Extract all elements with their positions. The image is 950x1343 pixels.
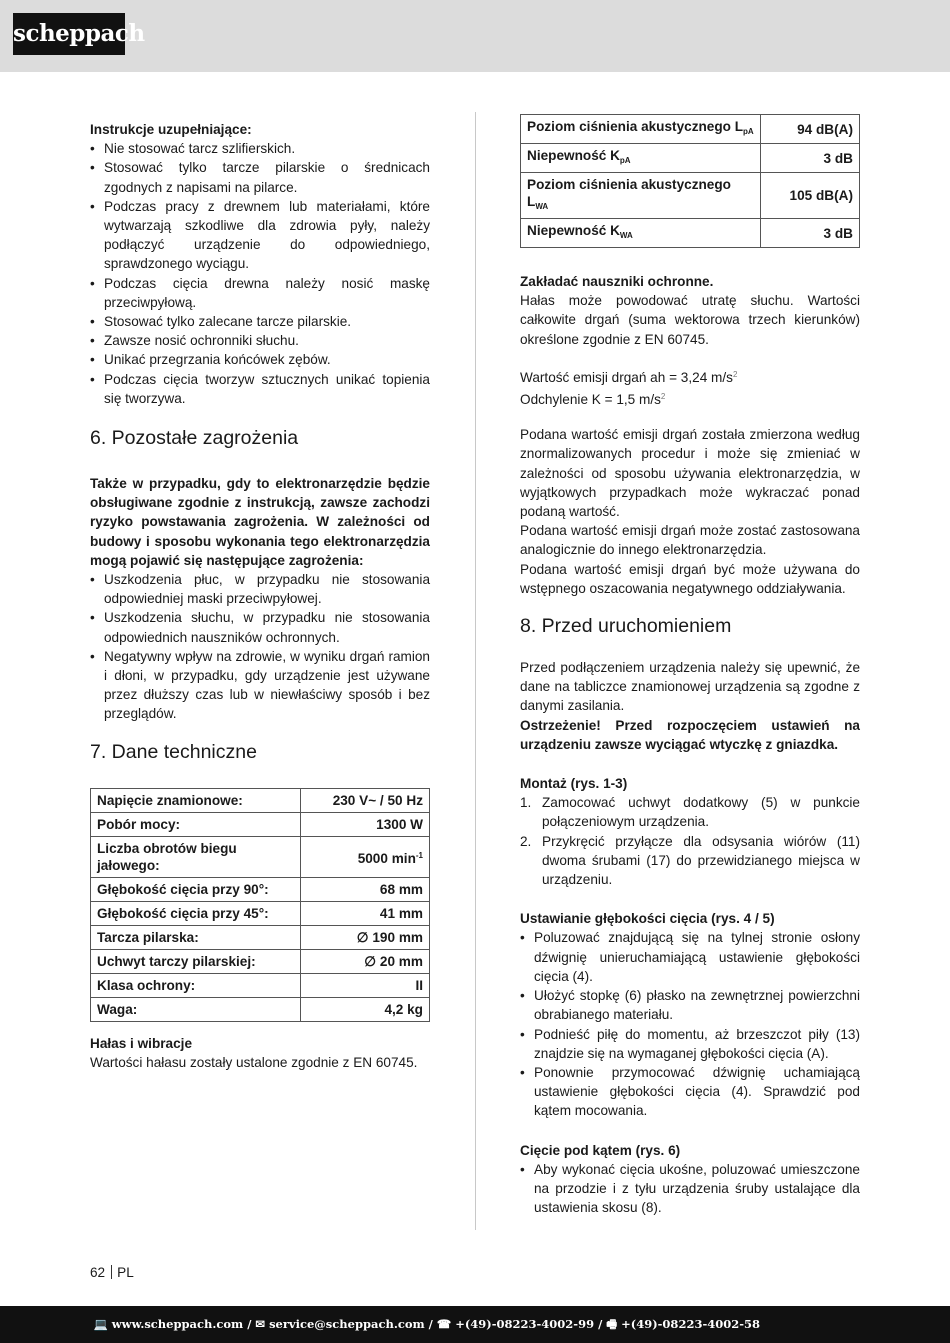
vibration-deviation-line bbox=[520, 387, 860, 409]
table-row bbox=[91, 925, 430, 949]
spec-label: Uchwyt tarczy pilarskiej: bbox=[91, 949, 301, 973]
noise-value: 94 dB(A) bbox=[761, 115, 860, 144]
list-item: • Poluzować znajdującą się na tylnej stronie osłony dźwignię unieruchamiającą ustawienie głębokości cięcia (4). bbox=[520, 928, 860, 986]
residual-risks-intro: Także w przypadku, gdy to elektronarzędzie będzie obsługiwane zgodnie z instrukcją, zawsze zachodzi ryzyko powstawania zagrożenia. W zależności od budowy i sposobu wykonania tego elektronarzędzia mogą pojawić się następujące zagrożenia: bbox=[90, 476, 430, 568]
step-number: 2. bbox=[520, 833, 532, 849]
spec-value: 4,2 kg bbox=[301, 997, 430, 1021]
list-item: • Uszkodzenia słuchu, w przypadku nie stosowania odpowiednich nauszników ochronnych. bbox=[90, 608, 430, 646]
section-heading-technical-data: 7. Dane techniczne bbox=[90, 740, 257, 763]
spec-value: 68 mm bbox=[301, 877, 430, 901]
table-row bbox=[521, 173, 860, 219]
spec-value: 230 V~ / 50 Hz bbox=[301, 788, 430, 812]
vibration-emission-line bbox=[520, 365, 860, 387]
unit-exponent: 2 bbox=[660, 392, 666, 402]
list-item bbox=[520, 793, 860, 831]
table-row bbox=[91, 997, 430, 1021]
table-row bbox=[91, 812, 430, 836]
step-text: Przykręcić przyłącze dla odsysania wiórów (11) dwoma śrubami (17) do przewidzianego miejsca w urządzeniu. bbox=[542, 833, 860, 888]
vibration-paragraph: Podana wartość emisji drgań została zmierzona według znormalizowanych procedur i może się zmieniać w zależności od sposobu używania elektronarzędzia, w wyjątkowych przypadkach może wykraczać ponad podaną wartość. bbox=[520, 427, 860, 520]
ear-protection-text: Hałas może powodować utratę słuchu. Wartości całkowite drgań (suma wektorowa trzech kierunków) określone zgodnie z EN 60745. bbox=[520, 293, 860, 347]
table-row bbox=[521, 115, 860, 144]
spec-label: Głębokość cięcia przy 45°: bbox=[91, 901, 301, 925]
angle-cut-list bbox=[520, 1160, 860, 1218]
noise-label-subscript: pA bbox=[619, 156, 631, 165]
language-code: PL bbox=[117, 1265, 134, 1280]
list-item: • Uszkodzenia płuc, w przypadku nie stosowania odpowiedniej maski przeciwpyłowej. bbox=[90, 570, 430, 608]
before-start-text: Przed podłączeniem urządzenia należy się upewnić, że dane na tabliczce znamionowej urządzenia są zgodne z danymi zasilania. bbox=[520, 660, 860, 714]
spec-label: Waga: bbox=[91, 997, 301, 1021]
vibration-emission: Wartość emisji drgań ah = 3,24 m/s bbox=[520, 369, 733, 385]
spec-value: 41 mm bbox=[301, 901, 430, 925]
cut-depth-list bbox=[520, 928, 860, 1120]
contact-info: 💻 www.scheppach.com / ✉ service@scheppach.com / ☎ +(49)-08223-4002-99 / 🖷 +(49)-08223-4002-58 bbox=[93, 1317, 760, 1331]
list-item: • Podczas cięcia tworzyw sztucznych unikać topienia się tworzywa. bbox=[90, 370, 430, 408]
left-column bbox=[90, 120, 430, 1072]
list-item: • Unikać przegrzania końcówek zębów. bbox=[90, 350, 430, 369]
spec-value: ∅ 190 mm bbox=[301, 925, 430, 949]
separator bbox=[111, 1265, 112, 1279]
noise-label-text: Poziom ciśnienia akustycznego L bbox=[527, 119, 744, 134]
spec-label: Pobór mocy: bbox=[91, 812, 301, 836]
unit-exponent: 2 bbox=[732, 369, 738, 379]
spec-label: Liczba obrotów biegu jałowego: bbox=[91, 836, 301, 877]
angle-cut-title: Cięcie pod kątem (rys. 6) bbox=[520, 1142, 681, 1158]
table-row bbox=[91, 973, 430, 997]
spec-value: II bbox=[301, 973, 430, 997]
noise-value: 3 dB bbox=[761, 219, 860, 248]
step-number: 1. bbox=[520, 795, 532, 811]
spec-label: Napięcie znamionowe: bbox=[91, 788, 301, 812]
noise-table bbox=[520, 114, 860, 248]
supplementary-instructions-title: Instrukcje uzupełniające: bbox=[90, 122, 252, 137]
step-text: Zamocować uchwyt dodatkowy (5) w punkcie połączeniowym urządzenia. bbox=[542, 795, 860, 830]
noise-label-subscript: pA bbox=[743, 127, 754, 136]
list-item: • Zawsze nosić ochronniki słuchu. bbox=[90, 331, 430, 350]
noise-vibration-text: Wartości hałasu zostały ustalone zgodnie z EN 60745. bbox=[90, 1054, 418, 1070]
header-bar bbox=[0, 0, 950, 72]
noise-label bbox=[521, 144, 761, 173]
technical-data-table bbox=[90, 788, 430, 1022]
table-row bbox=[91, 901, 430, 925]
spec-value bbox=[301, 836, 430, 877]
page-number-label bbox=[90, 1265, 134, 1280]
noise-label-text: Niepewność K bbox=[527, 148, 620, 163]
table-row bbox=[91, 949, 430, 973]
table-row bbox=[521, 144, 860, 173]
noise-label-text: Poziom ciśnienia akustycznego L bbox=[527, 177, 731, 209]
vibration-paragraph: Podana wartość emisji drgań być może używana do wstępnego oszacowania negatywnego oddziaływania. bbox=[520, 561, 860, 596]
cut-depth-title: Ustawianie głębokości cięcia (rys. 4 / 5) bbox=[520, 911, 775, 927]
noise-label bbox=[521, 173, 761, 219]
table-row bbox=[91, 836, 430, 877]
list-item: • Aby wykonać cięcia ukośne, poluzować umieszczone na przodzie i z tyłu urządzenia śruby ustalające dla ustawienia skosu (8). bbox=[520, 1160, 860, 1218]
ear-protection-title: Zakładać nauszniki ochronne. bbox=[520, 274, 714, 289]
list-item: • Stosować tylko tarcze pilarskie o średnicach zgodnych z napisami na pilarce. bbox=[90, 158, 430, 196]
footer-contact-bar bbox=[0, 1306, 950, 1343]
assembly-title: Montaż (rys. 1-3) bbox=[520, 776, 628, 792]
section-heading-before-start: 8. Przed uruchomieniem bbox=[520, 615, 732, 638]
brand-logo: scheppach bbox=[13, 13, 125, 55]
noise-label-subscript: WA bbox=[619, 231, 633, 240]
noise-value: 3 dB bbox=[761, 144, 860, 173]
spec-value: ∅ 20 mm bbox=[301, 949, 430, 973]
vibration-paragraph: Podana wartość emisji drgań może zostać zastosowana analogicznie do innego elektronarzędzia. bbox=[520, 523, 860, 558]
assembly-steps bbox=[520, 793, 860, 889]
list-item: • Podnieść piłę do momentu, aż brzeszczot piły (13) znajdzie się na wymaganej głębokości cięcia (A). bbox=[520, 1025, 860, 1063]
spec-value-text: 5000 min bbox=[357, 850, 416, 866]
list-item: • Negatywny wpływ na zdrowie, w wyniku drgań ramion i dłoni, w przypadku, gdy urządzenie jest używane przez dłuższy czas lub w niewłaściwy sposób i bez przeglądów. bbox=[90, 647, 430, 724]
noise-value: 105 dB(A) bbox=[761, 173, 860, 219]
list-item: • Podczas cięcia drewna należy nosić maskę przeciwpyłową. bbox=[90, 274, 430, 312]
spec-label: Głębokość cięcia przy 90°: bbox=[91, 877, 301, 901]
noise-label bbox=[521, 219, 761, 248]
spec-label: Klasa ochrony: bbox=[91, 973, 301, 997]
table-row bbox=[91, 877, 430, 901]
vibration-deviation: Odchylenie K = 1,5 m/s bbox=[520, 392, 661, 408]
page-number: 62 bbox=[90, 1265, 106, 1280]
spec-value-exponent: -1 bbox=[415, 850, 423, 860]
column-divider bbox=[475, 112, 476, 1230]
warning-text: Ostrzeżenie! Przed rozpoczęciem ustawień na urządzeniu zawsze wyciągać wtyczkę z gniazdka. bbox=[520, 717, 860, 752]
spec-value: 1300 W bbox=[301, 812, 430, 836]
noise-label-text: Niepewność K bbox=[527, 223, 620, 238]
table-row bbox=[521, 219, 860, 248]
list-item: • Ponownie przymocować dźwignię uchamiającą ustawienie głębokości cięcia (4). Sprawdzić pod kątem mocowania. bbox=[520, 1063, 860, 1121]
right-column bbox=[520, 114, 860, 1217]
noise-label-subscript: WA bbox=[535, 202, 549, 211]
list-item: • Ułożyć stopkę (6) płasko na zewnętrznej powierzchni obrabianego materiału. bbox=[520, 986, 860, 1024]
table-row bbox=[91, 788, 430, 812]
section-heading-residual-risks: 6. Pozostałe zagrożenia bbox=[90, 427, 299, 450]
noise-vibration-title: Hałas i wibracje bbox=[90, 1035, 193, 1051]
list-item: • Stosować tylko zalecane tarcze pilarskie. bbox=[90, 312, 430, 331]
list-item: • Podczas pracy z drewnem lub materiałami, które wytwarzają szkodliwe dla zdrowia pyły, należy podłączyć urządzenie do odpowiedniego, sprawdzonego wyciągu. bbox=[90, 197, 430, 274]
residual-risks-list bbox=[90, 570, 430, 724]
list-item bbox=[520, 832, 860, 890]
noise-label bbox=[521, 115, 761, 144]
list-item: • Nie stosować tarcz szlifierskich. bbox=[90, 139, 430, 158]
spec-label: Tarcza pilarska: bbox=[91, 925, 301, 949]
supplementary-instructions-list bbox=[90, 139, 430, 408]
